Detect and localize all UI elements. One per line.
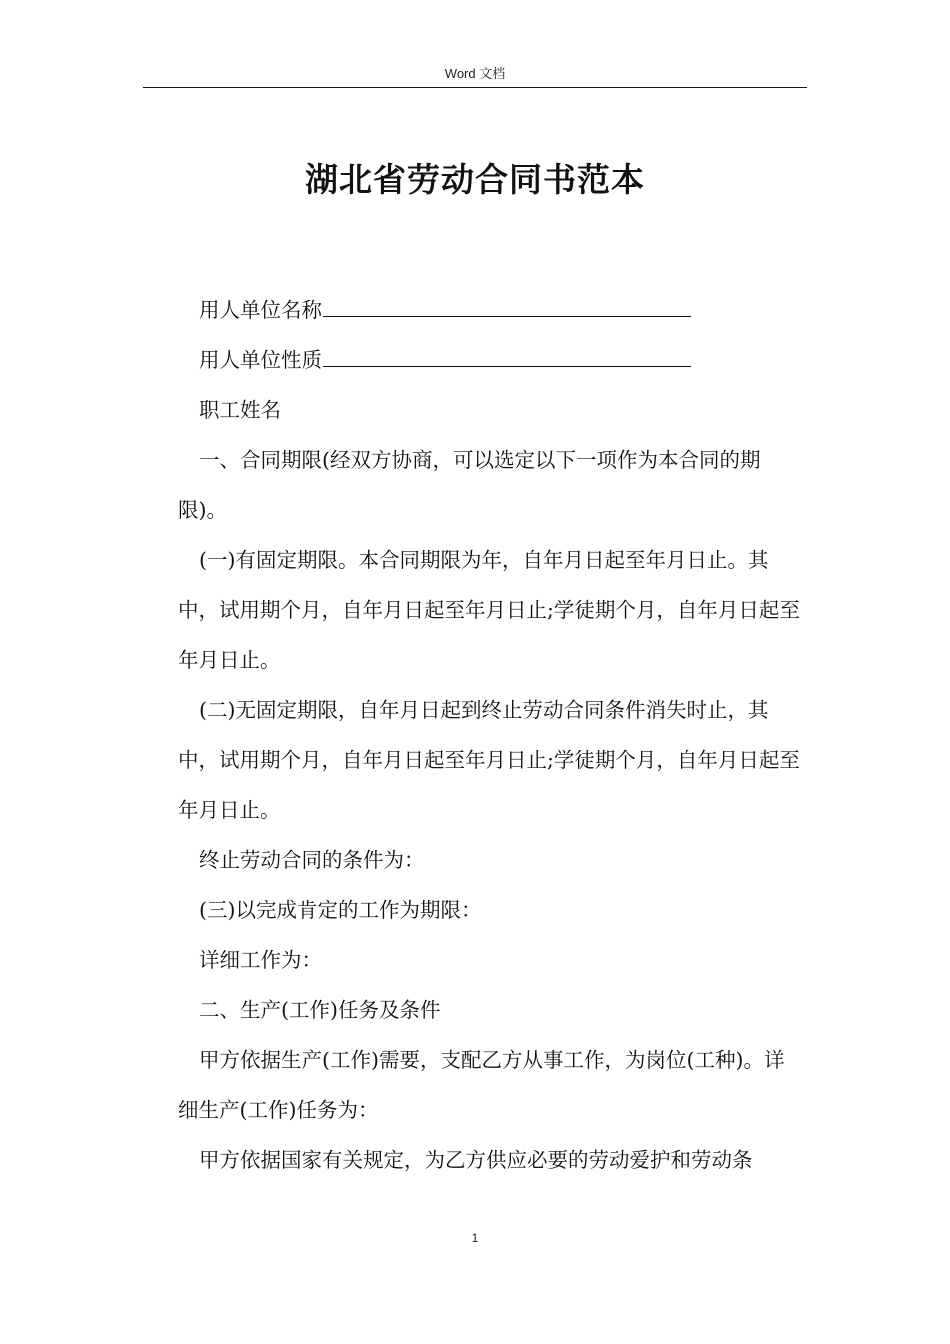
page-header: Word 文档 [444,66,506,81]
paragraph-termination-conditions: 终止劳动合同的条件为： [199,848,425,872]
paragraph-employee-name: 职工姓名 [199,398,281,422]
header-divider [143,87,807,88]
field-label: 用人单位名称 [199,298,322,322]
field-employer-type [178,335,800,385]
paragraph-open-term: (二)无固定期限，自年月日起到终止劳动合同条件消失时止，其中，试用期个月，自年月日起至年月日止;学徒期个月，自年月日起至年月日止。 [178,698,800,822]
field-employer-name [178,285,800,335]
paragraph-section-two-heading: 二、生产(工作)任务及条件 [199,998,441,1022]
paragraph-fixed-term: (一)有固定期限。本合同期限为年，自年月日起至年月日止。其中，试用期个月，自年月日起至年月日止;学徒期个月，自年月日起至年月日止。 [178,548,800,672]
blank-line [323,346,691,367]
paragraph-labor-protection: 甲方依据国家有关规定，为乙方供应必要的劳动爱护和劳动条 [199,1148,753,1172]
field-label: 用人单位性质 [199,348,322,372]
page-number: 1 [471,1231,479,1245]
document-body [178,285,800,1185]
paragraph-task-term: (三)以完成肯定的工作为期限： [199,898,482,922]
paragraph-contract-term: 一、合同期限(经双方协商，可以选定以下一项作为本合同的期限)。 [178,448,761,522]
blank-line [323,296,691,317]
paragraph-task-detail: 详细工作为： [199,948,322,972]
document-title: 湖北省劳动合同书范本 [305,160,645,199]
paragraph-job-assignment: 甲方依据生产(工作)需要，支配乙方从事工作，为岗位(工种)。详细生产(工作)任务为： [178,1048,785,1122]
